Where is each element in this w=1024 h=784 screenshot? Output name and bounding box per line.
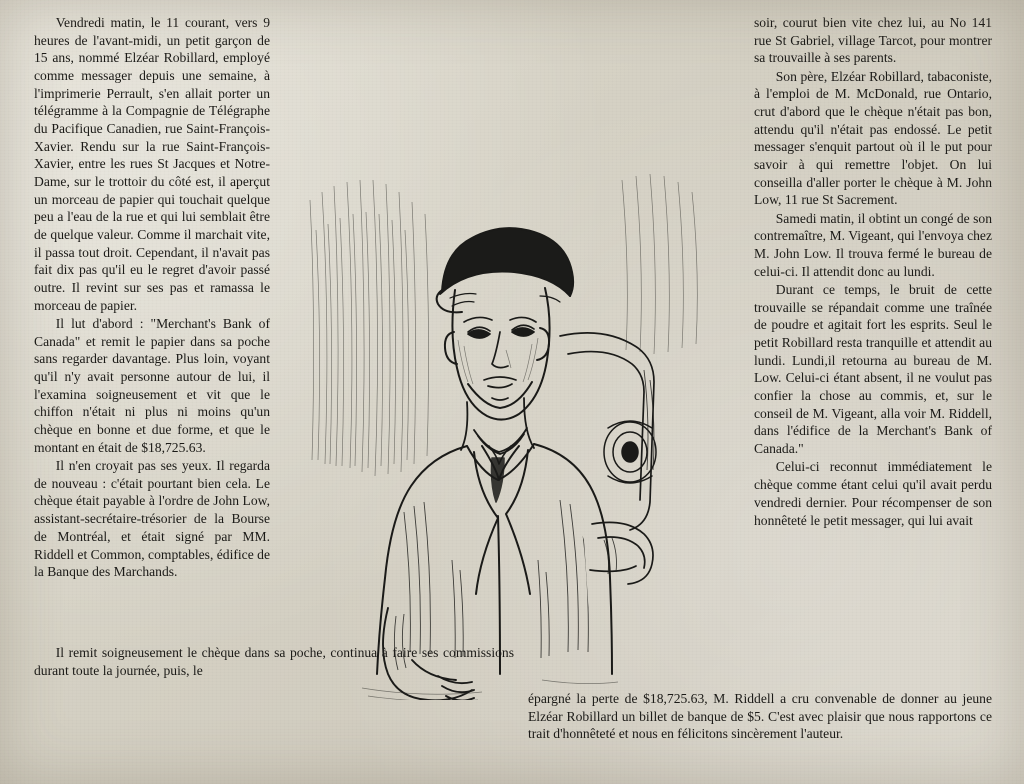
paragraph: Il lut d'abord : "Merchant's Bank of Canada" et remit le papier dans sa poche sans regarder davantage. Plus loin, voyant qu'il n'y avait personne autour de lui, il l'examina soigneusement et vit que le chiffon n'était ni plus ni moins qu'un chèque en bonne et due forme, et que le montant en était de $18,725.63. xyxy=(34,316,270,455)
column-left xyxy=(34,14,270,582)
portrait-illustration xyxy=(292,140,722,700)
paragraph: Il n'en croyait pas ses yeux. Il regarda de nouveau : c'était pourtant bien cela. Le chèque était payable à l'ordre de John Low, assistant-secrétaire-trésorier de la Bourse de Montréal, et était signé par MM. Riddell et Common, comptables, édifice de la Banque des Marchands. xyxy=(34,458,270,580)
paragraph: Vendredi matin, le 11 courant, vers 9 heures de l'avant-midi, un petit garçon de 15 ans, nommé Elzéar Robillard, employé comme messager depuis une semaine, à l'imprimerie Perrault, s'en allait porter un télégramme à la Compagnie de Télégraphe du Pacifique Canadien, rue Saint-François-Xavier. Rendu sur la rue Saint-François-Xavier, entre les rues St Jacques et Notre-Dame, sur le trottoir du côté est, il aperçut un morceau de papier qui touchait quelque peu a l'eau de la rue et qui lui semblait être de quelque valeur. Comme il marchait vite, il passa tout droit. Cependant, il n'avait pas fait dix pas qu'il eu le regret d'avoir passé outre. Il revint sur ses pas et ramassa le morceau de papier. xyxy=(34,15,270,313)
paragraph: soir, courut bien vite chez lui, au No 141 rue St Gabriel, village Tarcot, pour montrer sa trouvaille à ses parents. xyxy=(754,15,992,66)
paragraph: épargné la perte de $18,725.63, M. Riddell a cru convenable de donner au jeune Elzéar Robillard un billet de banque de $5. C'est avec plaisir que nous rapportons ce trait d'honnêteté et nous en félicitons sincèrement l'auteur. xyxy=(528,691,992,742)
paragraph: Durant ce temps, le bruit de cette trouvaille se répandait comme une traînée de poudre et agitait fort les esprits. Seul le petit Robillard resta tranquille et attendit au lundi. Lundi,il retourna au bureau de M. Low. Celui-ci étant absent, il ne voulut pas confier la chose au commis, et, sur le conseil de M. Vigeant, alla voir M. Riddell, dans l'édifice de la Merchant's Bank of Canada." xyxy=(754,282,992,457)
paragraph: Son père, Elzéar Robillard, tabaconiste, à l'emploi de M. McDonald, rue Ontario, crut d'abord que le chèque n'était pas bon, attendu qu'il n'était pas endossé. Le petit messager s'enquit partout où il le put pour savoir à qui remettre l'objet. On lui conseilla d'aller porter le chèque à M. John Low, 11 rue St Sacrement. xyxy=(754,68,992,208)
paragraph: Il remit soigneusement le chèque dans sa poche, continua à faire ses commissions durant toute la journée, puis, le xyxy=(34,645,514,678)
paragraph: Celui-ci reconnut immédiatement le chèque comme étant celui qu'il avait perdu vendredi dernier. Pour récompenser de son honnêteté le petit messager, qui lui avait xyxy=(754,459,992,528)
paragraph: Samedi matin, il obtint un congé de son contremaître, M. Vigeant, qui l'envoya chez M. John Low. Il trouva fermé le bureau de celui-ci. Il attendit donc au lundi. xyxy=(754,210,992,279)
column-right xyxy=(754,14,992,530)
